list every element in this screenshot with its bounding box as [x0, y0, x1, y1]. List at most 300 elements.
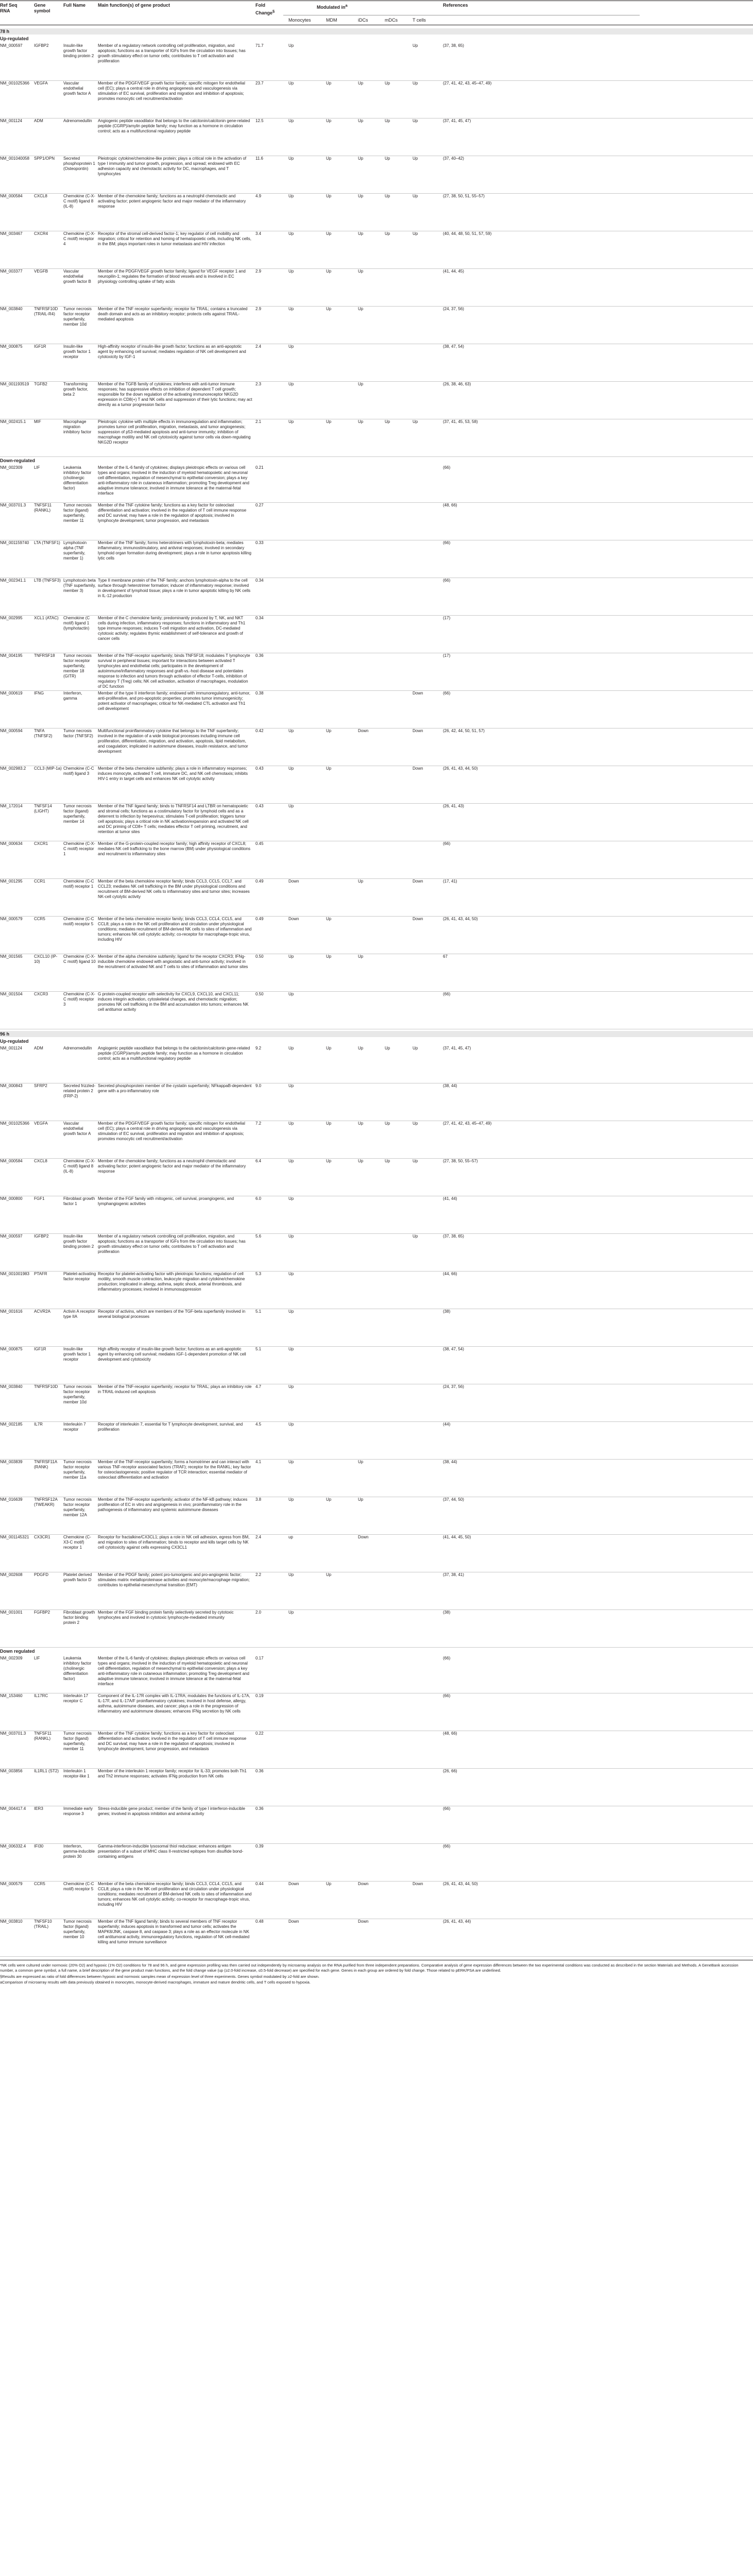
col-fold-change [255, 3, 278, 16]
cell-monocytes: Up [288, 156, 294, 161]
cell-idcs: Up [358, 156, 364, 161]
cell-monocytes: Up [288, 1121, 294, 1126]
cell-mdm [326, 1083, 352, 1120]
cell-ref-seq: NM_000619 [0, 691, 23, 696]
cell-mdm [326, 1272, 352, 1308]
cell-monocytes [288, 540, 319, 577]
table-row [0, 1309, 753, 1347]
cell-main-function: Component of the IL-17R complex with IL-17RA; modulates the functions of IL-17A, IL-17F, and IL-17A/F proinflammatory cytokines; involved in host defense, allergy, asthma, autoimmune diseases, and cancer; plays a role in the progression of inflammatory and autoimmune diseases; enhances IFNg secretion by NK cells [98, 1693, 250, 1714]
cell-monocytes [288, 503, 319, 539]
cell-idcs [358, 1347, 381, 1383]
cell-idcs [358, 1083, 381, 1120]
table-row [0, 1693, 753, 1731]
cell-tcells [413, 653, 438, 689]
cell-full-name: Fibroblast growth factor binding protein 2 [63, 1610, 95, 1625]
cell-ref-seq: NM_001565 [0, 954, 23, 959]
cell-fold-change: 2.4 [255, 1535, 262, 1539]
cell-idcs [358, 540, 381, 577]
table-row [0, 344, 753, 382]
cell-monocytes: Down [288, 917, 299, 921]
cell-mdm: Up [326, 1882, 332, 1886]
table-row [0, 1159, 753, 1196]
cell-ref-seq: NM_003701.3 [0, 1731, 26, 1736]
table-row [0, 841, 753, 879]
cell-mdcs [385, 841, 408, 877]
cell-mdm [326, 382, 352, 418]
cell-full-name: Chemokine (C-C motif) ligand 3 [63, 766, 94, 776]
cell-main-function: Member of the TGFB family of cytokines; interferes with anti-tumor immune responses; has suppressive effects on inhibition of dependent T cell growth; responsible for the down regulation of the activating immunoreceptor NKG2D expression in CD8(+) T and NK cells and suppression of their lytic functions; may act directly as a tumor progression factor [98, 382, 252, 407]
cell-fold-change: 0.17 [255, 1656, 264, 1660]
table-row [0, 194, 753, 231]
cell-mdm [326, 1384, 352, 1420]
cell-tcells [413, 1083, 438, 1120]
cell-fold-change: 6.0 [255, 1196, 262, 1201]
cell-idcs: Up [358, 419, 364, 424]
cell-full-name: Insulin-like growth factor 1 receptor [63, 1347, 91, 1362]
cell-main-function: Member of the C chemokine family; predominantly produced by T, NK, and NKT cells during infection, inflammatory responses; functions in inflammatory and Th1 type immune responses; induces T-cell migration and activation, DC-mediated cytotoxic activity; regulates thymic establishment of self-tolerance and growth of cancer cells [98, 616, 246, 641]
cell-idcs [358, 841, 381, 877]
cell-monocytes: Up [288, 1083, 294, 1088]
cell-idcs: Up [358, 1046, 364, 1050]
cell-gene-symbol: IGF1R [34, 1347, 46, 1351]
cell-mdm: Up [326, 766, 332, 771]
cell-fold-change: 0.49 [255, 879, 264, 884]
cell-idcs [358, 616, 381, 652]
cell-mdcs [385, 1535, 408, 1571]
cell-mdm [326, 1844, 352, 1880]
cell-fold-change: 2.2 [255, 1572, 262, 1577]
cell-mdcs [385, 992, 408, 1028]
cell-mdcs: Up [385, 1121, 390, 1126]
cell-fold-change: 2.0 [255, 1610, 262, 1615]
cell-full-name: Tumor necrosis factor (ligand) superfamily, member 11 [63, 503, 92, 523]
cell-tcells: Down [413, 917, 423, 921]
cell-tcells: Up [413, 419, 418, 424]
cell-gene-symbol: CXCR1 [34, 841, 48, 846]
cell-monocytes: Up [288, 728, 294, 733]
cell-tcells: Up [413, 156, 418, 161]
cell-idcs [358, 804, 381, 840]
table-row [0, 419, 753, 457]
cell-main-function: Secreted phosphoprotein member of the cystatin superfamily; NFkappaB-dependent gene with a pro-inflammatory role [98, 1083, 252, 1093]
cell-monocytes: Up [288, 118, 294, 123]
cell-monocytes: Up [288, 1046, 294, 1050]
cell-idcs: Up [358, 1460, 364, 1464]
cell-gene-symbol: FGF1 [34, 1196, 45, 1201]
cell-full-name: Chemokine (C motif) ligand 1 (lymphotactin) [63, 616, 90, 631]
cell-ref-seq: NM_003377 [0, 269, 23, 274]
cell-monocytes: Up [288, 766, 294, 771]
cell-mdm: Up [326, 1121, 332, 1126]
cell-monocytes: up [288, 1535, 293, 1539]
cell-tcells [413, 540, 438, 577]
cell-monocytes: Down [288, 1919, 299, 1924]
cell-full-name: Leukemia inhibitory factor (cholinergic differentiation factor) [63, 1656, 92, 1681]
cell-full-name: Platelet-activating factor receptor [63, 1272, 96, 1281]
cell-ref-seq: NM_003467 [0, 231, 23, 236]
group-title: Down regulated [0, 1649, 35, 1654]
cell-main-function: G protein-coupled receptor with selectivity for CXCL9, CXCL10, and CXCL11; induces integrin activation, cytoskeletal changes, and chemotactic migration; promotes NK cell trafficking in the BM and accumulation into tumors; enhances NK cell antitumor activity [98, 992, 249, 1012]
cell-references: (26, 38, 46, 63) [443, 382, 471, 386]
cell-main-function: Angiogenic peptide vasodilator that belongs to the calcitonin/calcitonin gene-related peptide (CGRP)/amylin peptide family; may function as a hormone in circulation control; acts as a multifunctional regulatory peptide [98, 1046, 250, 1061]
cell-main-function: Pleiotropic cytokine with multiple effects in immunoregulation and inflammation; promotes tumor cell proliferation, migration, metastasis, and tumor angiogenesis; suppression of p53-mediated apoptosis and anti-tumor immunity; inhibition of macrophage motility and NK cell cytotoxicity against tumor cells via down-regulating NKG2D receptor [98, 419, 251, 445]
cell-references: (37, 41, 45, 53, 58) [443, 419, 478, 424]
cell-idcs [358, 1806, 381, 1842]
cell-references: (66) [443, 465, 451, 470]
table-row [0, 1347, 753, 1384]
cell-main-function: Member of the alpha chemokine subfamily; ligand for the receptor CXCR3; IFNg-inducible chemokine endowed with angiostatic and anti-tumor activity; involved in the recruitment of activated NK and T cells to sites of inflammation and tumor sites [98, 954, 248, 969]
cell-gene-symbol: TNFSF14 (LIGHT) [34, 804, 52, 814]
cell-monocytes: Up [288, 382, 294, 386]
cell-main-function: Member of the IL-6 family of cytokines; displays pleiotropic effects on various cell types and organs; involved in the induction of myeloid hematopoietic and neuronal cell differentiation, regulation of mesenchymal to epithelial conversion; plays a key anti-inflammatory role in cutaneous inflammation; promoting Treg development and adaptive immune tolerance; involved in immune tolerance at the maternal-fetal interface [98, 465, 249, 496]
cell-idcs [358, 465, 381, 501]
cell-main-function: Receptor for fractalkine/CX3CL1; plays a role in NK cell adhesion, egress from BM, and migration to sites of inflammation; binds to receptor and kills target cells by NK cell cytotoxicity against cells expressing CX3CL1 [98, 1535, 250, 1550]
cell-fold-change: 0.50 [255, 954, 264, 959]
cell-main-function: Member of the beta chemokine receptor family; binds CCL3, CCL4, CCL5, and CCL8; plays a role in the NK cell proliferation and circulation under physiological conditions; mediates recruitment of BM-derived NK cells to sites of inflammation and tumors; enhances NK cell cytolytic activity; co-receptor for macrophage-tropic virus, including HIV [98, 1882, 252, 1907]
cell-gene-symbol: IL17RC [34, 1693, 48, 1698]
cell-gene-symbol: TNFA (TNFSF2) [34, 728, 53, 738]
col-gene-symbol: Gene symbol [34, 3, 50, 13]
cell-ref-seq: NM_004417.4 [0, 1806, 26, 1811]
cell-gene-symbol: CXCR3 [34, 992, 48, 996]
row-divider [0, 1956, 753, 1957]
cell-mdm: Up [326, 307, 332, 311]
cell-references: (38) [443, 1309, 451, 1314]
cell-full-name: Chemokine (C-C motif) receptor 5 [63, 1882, 94, 1891]
cell-idcs: Up [358, 307, 364, 311]
cell-main-function: Member of the interleukin 1 receptor family; receptor for IL-33; promotes both Th1 and Th2 immune responses; activates IFNg production from NK cells [98, 1769, 247, 1778]
cell-full-name: Chemokine (C-X-C motif) receptor 3 [63, 992, 95, 1007]
cell-references: 67 [443, 954, 448, 959]
cell-gene-symbol: ADM [34, 1046, 43, 1050]
cell-idcs [358, 766, 381, 802]
cell-mdcs: Up [385, 1046, 390, 1050]
cell-ref-seq: NM_001001983 [0, 1272, 29, 1276]
cell-ref-seq: NM_000579 [0, 917, 23, 921]
cell-gene-symbol: XCL1 (ATAC) [34, 616, 59, 620]
cell-references: (26, 41, 43, 44) [443, 1919, 471, 1924]
cell-fold-change: 7.2 [255, 1121, 262, 1126]
cell-gene-symbol: CXCL10 (IP-10) [34, 954, 58, 964]
cell-gene-symbol: LTB (TNFSF3) [34, 578, 61, 583]
cell-tcells: Up [413, 1234, 418, 1239]
cell-ref-seq: NM_002309 [0, 1656, 23, 1660]
cell-tcells: Down [413, 766, 423, 771]
cell-gene-symbol: SFRP2 [34, 1083, 47, 1088]
cell-mdcs [385, 728, 408, 765]
cell-fold-change: 0.36 [255, 653, 264, 658]
cell-monocytes: Up [288, 1272, 294, 1276]
cell-mdm: Up [326, 1159, 332, 1163]
cell-ref-seq: NM_001295 [0, 879, 23, 884]
cell-monocytes: Up [288, 1497, 294, 1502]
cell-monocytes: Up [288, 1610, 294, 1615]
cell-ref-seq: NM_002608 [0, 1572, 23, 1577]
cell-monocytes [288, 653, 319, 689]
cell-main-function: Member of the PDGF family; potent pro-tumorigenic and pro-angiogenic factor; stimulates matrix metalloproteinase activities and monocyte/macrophage migration; contributes to epithelial-mesenchymal transition (EMT) [98, 1572, 250, 1587]
cell-main-function: Multifunctional proinflammatory cytokine that belongs to the TNF superfamily; involved in the regulation of a wide biological processes including immune cell proliferation, differentiation, migration, and activation, apoptosis, lipid metabolism, and coagulation; implicated in autoimmune diseases, insulin resistance, and tumor development [98, 728, 248, 754]
cell-fold-change: 0.36 [255, 1806, 264, 1811]
table-row [0, 118, 753, 156]
cell-mdm [326, 1806, 352, 1842]
cell-tcells [413, 578, 438, 614]
cell-idcs: Down [358, 728, 369, 733]
section-band [0, 1031, 753, 1037]
cell-idcs [358, 1610, 381, 1646]
cell-mdcs [385, 1572, 408, 1608]
cell-tcells [413, 841, 438, 877]
cell-ref-seq: NM_153460 [0, 1693, 23, 1698]
cell-ref-seq: NM_000800 [0, 1196, 23, 1201]
cell-monocytes: Up [288, 1347, 294, 1351]
cell-gene-symbol: TNFSF10 (TRAIL) [34, 1919, 52, 1929]
cell-full-name: Tumor necrosis factor receptor superfamily, member 10d [63, 307, 92, 327]
cell-mdm: Up [326, 954, 332, 959]
table-row [0, 81, 753, 118]
table-row [0, 1234, 753, 1272]
cell-gene-symbol: TGFB2 [34, 382, 47, 386]
cell-mdm [326, 1535, 352, 1571]
table-row [0, 879, 753, 917]
cell-mdcs [385, 691, 408, 727]
cell-tcells: Down [413, 1882, 423, 1886]
cell-main-function: Member of the chemokine family; functions as a neutrophil chemotactic and activating factor; potent angiogenic factor and major mediator of the inflammatory response [98, 1159, 246, 1174]
cell-tcells: Up [413, 81, 418, 86]
cell-fold-change: 23.7 [255, 81, 264, 86]
cell-ref-seq: NM_001001 [0, 1610, 23, 1615]
cell-ref-seq: NM_003840 [0, 1384, 23, 1389]
table-row [0, 1656, 753, 1693]
cell-monocytes [288, 841, 319, 877]
cell-main-function: Angiogenic peptide vasodilator that belongs to the calcitonin/calcitonin gene-related peptide (CGRP)/amylin peptide family; may function as a hormone in circulation control; acts as a multifunctional regulatory peptide [98, 118, 250, 133]
table-row [0, 992, 753, 1029]
cell-ref-seq: NM_000875 [0, 344, 23, 349]
cell-ref-seq: NM_001124 [0, 118, 22, 123]
cell-fold-change: 0.34 [255, 578, 264, 583]
cell-ref-seq: NM_001193519 [0, 382, 29, 386]
cell-tcells: Up [413, 118, 418, 123]
cell-fold-change: 5.3 [255, 1272, 262, 1276]
cell-mdm [326, 1610, 352, 1646]
cell-fold-change: 4.5 [255, 1422, 262, 1427]
cell-mdm [326, 653, 352, 689]
cell-ref-seq: NM_001025366 [0, 1121, 29, 1126]
cell-tcells [413, 1422, 438, 1458]
cell-main-function: Member of the PDGF/VEGF growth factor family; specific mitogen for endothelial cell (EC); plays a central role in driving angiogenesis and vasculogenesis via stimulation of EC survival, proliferation and migration and inhibition of apoptosis; promotes monocytic cell recruitment/activation [98, 81, 245, 101]
cell-idcs: Up [358, 1497, 364, 1502]
footnote: *NK cells were cultured under normoxic (20% O2) and hypoxic (1% O2) conditions for 78 and 96 h, and gene expression profiling was then carried out independently by microarray analysis on the RNA purified from three independent preparations. Comparative analysis of gene expression differences between the two experimental conditions was conducted as described in the section Materials and Methods. A GeneBank accession number, a common gene symbol, a full name, a brief description of the gene product main functions, and the fold change value (up (≥2.0-fold increase, ≤0.5-fold decrease) are specified for each gene. Genes in each group are ordered by fold change. Those related to pERK/PSA are underlined. [0, 1963, 739, 1973]
table-row [0, 1083, 753, 1121]
cell-references: (41, 44, 45, 50) [443, 1535, 471, 1539]
cell-fold-change: 2.4 [255, 344, 262, 349]
group-title: Up-regulated [0, 1039, 29, 1044]
cell-main-function: Member of the TNF receptor superfamily; receptor for TRAIL; contains a truncated death domain and acts as an inhibitory receptor; protects cells against TRAIL-mediated apoptosis [98, 307, 248, 321]
cell-mdm [326, 1422, 352, 1458]
cell-idcs [358, 1234, 381, 1270]
cell-fold-change: 0.34 [255, 616, 264, 620]
cell-references: (44, 66) [443, 1272, 457, 1276]
cell-full-name: Interferon, gamma [63, 691, 82, 701]
cell-monocytes: Up [288, 419, 294, 424]
cell-fold-change: 0.42 [255, 728, 264, 733]
cell-mdm: Up [326, 1572, 332, 1577]
cell-mdm [326, 578, 352, 614]
cell-monocytes: Up [288, 992, 294, 996]
cell-tcells [413, 344, 438, 380]
table-row [0, 1535, 753, 1572]
cell-fold-change: 4.9 [255, 194, 262, 198]
cell-monocytes: Up [288, 231, 294, 236]
cell-references: (27, 38, 50, 55–57) [443, 1159, 478, 1163]
cell-references: (37, 41, 45, 47) [443, 118, 471, 123]
cell-references: (38) [443, 1610, 451, 1615]
cell-main-function: Member of the beta chemokine receptor family; binds CCL3, CCL4, CCL5, and CCL8; plays a role in the NK cell proliferation and circulation under physiological conditions; mediates recruitment of BM-derived NK cells to sites of inflammation and tumors; enhances NK cell cytolytic activity; co-receptor for macrophage-tropic virus, including HIV [98, 917, 252, 942]
cell-references: (26, 41, 43, 44, 50) [443, 1882, 478, 1886]
cell-gene-symbol: ADM [34, 118, 43, 123]
cell-main-function: Type II membrane protein of the TNF family; anchors lymphotoxin-alpha to the cell surface through heterotrimer formation; inducer of inflammatory response; involved in development of lymphoid tissue; plays a role in tumor apoptotic killing by NK cells in IL-12 production [98, 578, 251, 598]
cell-tcells: Up [413, 43, 418, 48]
cell-references: (38, 47, 54) [443, 1347, 464, 1351]
cell-mdcs [385, 344, 408, 380]
cell-monocytes [288, 1693, 319, 1730]
cell-full-name: Secreted frizzled-related protein 2 (FRP-2) [63, 1083, 96, 1098]
cell-references: (26, 41, 43) [443, 804, 464, 808]
table-row [0, 691, 753, 728]
cell-monocytes [288, 578, 319, 614]
cell-fold-change: 0.27 [255, 503, 264, 507]
cell-mdcs [385, 269, 408, 305]
table-row [0, 1384, 753, 1422]
cell-references: (27, 38, 50, 51, 55–57) [443, 194, 485, 198]
cell-monocytes: Up [288, 194, 294, 198]
cell-monocytes: Down [288, 879, 299, 884]
cell-idcs: Up [358, 1159, 364, 1163]
col-monocytes: Monocytes [288, 18, 311, 23]
cell-ref-seq: NM_002341.1 [0, 578, 26, 583]
cell-mdm [326, 691, 352, 727]
cell-fold-change: 5.1 [255, 1347, 262, 1351]
cell-mdm: Up [326, 81, 332, 86]
cell-mdcs [385, 1460, 408, 1496]
cell-idcs: Up [358, 194, 364, 198]
cell-monocytes: Up [288, 43, 294, 48]
cell-references: (37, 38, 41) [443, 1572, 464, 1577]
cell-mdcs [385, 954, 408, 990]
table-row [0, 728, 753, 766]
cell-full-name: Secreted phosphoprotein 1 (Osteopontin) [63, 156, 95, 171]
cell-gene-symbol: LTA (TNFSF1) [34, 540, 60, 545]
cell-fold-change: 6.4 [255, 1159, 262, 1163]
cell-mdcs [385, 540, 408, 577]
cell-gene-symbol: IGF1R [34, 344, 46, 349]
cell-gene-symbol: IER3 [34, 1806, 43, 1811]
cell-full-name: Interferon, gamma-inducible protein 30 [63, 1844, 95, 1859]
cell-full-name: Tumor necrosis factor receptor superfamily, member 10d [63, 1384, 92, 1404]
cell-full-name: Fibroblast growth factor 1 [63, 1196, 95, 1206]
cell-mdcs [385, 804, 408, 840]
cell-ref-seq: NM_001124 [0, 1046, 22, 1050]
cell-gene-symbol: IGFBP2 [34, 43, 49, 48]
cell-full-name: Tumor necrosis factor receptor superfamily, member 12A [63, 1497, 92, 1517]
cell-idcs: Down [358, 1535, 369, 1539]
cell-main-function: High-affinity receptor of insulin-like growth factor; functions as an anti-apoptotic agent by enhancing cell survival; mediates regulation of NK cell development and cytotoxicity by IGF-1 [98, 344, 246, 359]
cell-references: (37, 40–42) [443, 156, 464, 161]
cell-idcs: Up [358, 954, 364, 959]
cell-ref-seq: NM_001159740 [0, 540, 29, 545]
cell-mdm [326, 1309, 352, 1345]
cell-fold-change: 2.9 [255, 269, 262, 274]
cell-references: (17) [443, 616, 451, 620]
table-row [0, 1460, 753, 1497]
cell-main-function: Receptor for platelet-activating factor with pleiotropic functions; regulation of cell motility, smooth muscle contraction, leukocyte migration and cytokine/chemokine production; implicated in allergy, asthma, septic shock, arterial thrombosis, and inflammatory processes; involved in immunosuppression [98, 1272, 245, 1292]
cell-main-function: Member of the FGF family with mitogenic, cell survival, proangiogenic, and lymphangiogenic activities [98, 1196, 234, 1206]
cell-tcells [413, 1460, 438, 1496]
cell-full-name: Chemokine (C-X-C motif) receptor 4 [63, 231, 95, 246]
cell-mdcs [385, 1610, 408, 1646]
cell-idcs [358, 1769, 381, 1805]
table-row [0, 1844, 753, 1882]
cell-full-name: Interleukin 17 receptor C [63, 1693, 89, 1703]
cell-main-function: Pleiotropic cytokine/chemokine-like protein; plays a critical role in the activation of type I immunity and tumor growth, progression, and spread; endowed with EC adhesion capacity and chemotactic activity for DC, macrophages, and T lymphocytes [98, 156, 247, 176]
cell-gene-symbol: IL1RL1 (ST2) [34, 1769, 59, 1773]
cell-idcs: Up [358, 382, 364, 386]
cell-references: (66) [443, 1656, 451, 1660]
cell-tcells [413, 954, 438, 990]
cell-monocytes [288, 1731, 319, 1767]
cell-references: (38, 44) [443, 1083, 457, 1088]
table-row [0, 465, 753, 503]
cell-main-function: Member of the TNF ligand family; binds to several members of TNF receptor superfamily; induces apoptosis in transformed and tumor cells; activates the MAPK8/JNK, caspase 8, and caspase 3; plays a role as an effector molecule in NK cell antitumoral activity, immunoregulatory functions, regulation of NK cell-mediated killing and tumor immune surveillance [98, 1919, 250, 1944]
cell-full-name: Lymphotoxin alpha (TNF superfamily, member 1) [63, 540, 87, 561]
cell-ref-seq: NM_002185 [0, 1422, 23, 1427]
table-row [0, 1497, 753, 1535]
cell-gene-symbol: TNFSF11 (RANKL) [34, 503, 52, 513]
cell-tcells [413, 1196, 438, 1232]
cell-full-name: Chemokine (C-X3-C motif) receptor 1 [63, 1535, 91, 1550]
cell-full-name: Vascular endothelial growth factor A [63, 81, 91, 96]
cell-mdm: Up [326, 194, 332, 198]
cell-fold-change: 0.49 [255, 917, 264, 921]
cell-references: (40, 44, 48, 50, 51, 57, 59) [443, 231, 492, 236]
cell-references: (26, 41, 43, 44, 50) [443, 766, 478, 771]
cell-monocytes: Up [288, 1159, 294, 1163]
cell-main-function: Member of the beta chemokine subfamily; plays a role in inflammatory responses; induces monocyte, activated T cell, immature DC, and NK cell chemotaxis; inhibits HIV-1 entry in target cells and enhances NK cell cytolytic activity [98, 766, 248, 781]
table-row [0, 503, 753, 540]
cell-main-function: Stress-inducible gene product; member of the family of type I interferon-inducible genes; involved in apoptosis inhibition and antiviral activity [98, 1806, 245, 1816]
cell-full-name: Chemokine (C-C motif) receptor 5 [63, 917, 94, 926]
cell-monocytes: Up [288, 1422, 294, 1427]
cell-monocytes: Down [288, 1882, 299, 1886]
group-title: Down-regulated [0, 458, 36, 463]
cell-mdm [326, 992, 352, 1028]
cell-mdcs [385, 879, 408, 915]
cell-fold-change: 0.19 [255, 1693, 264, 1698]
cell-references: (26, 42, 44, 50, 51, 57) [443, 728, 485, 733]
cell-gene-symbol: IL7R [34, 1422, 43, 1427]
cell-tcells [413, 1272, 438, 1308]
table-row [0, 1806, 753, 1844]
cell-gene-symbol: CXCL8 [34, 194, 47, 198]
cell-full-name: Interleukin 1 receptor-like 1 [63, 1769, 90, 1778]
cell-references: (37, 38, 65) [443, 43, 464, 48]
cell-idcs [358, 1272, 381, 1308]
cell-references: (38, 44) [443, 1460, 457, 1464]
cell-idcs [358, 1196, 381, 1232]
cell-mdcs [385, 307, 408, 343]
cell-mdm [326, 1656, 352, 1692]
cell-mdm [326, 344, 352, 380]
cell-references: (66) [443, 1806, 451, 1811]
